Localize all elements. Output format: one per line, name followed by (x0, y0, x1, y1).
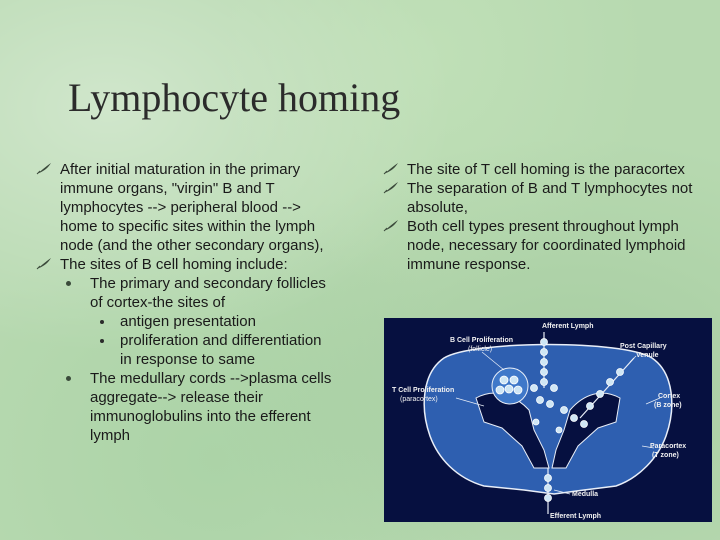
left-bullet-2-text: The sites of B cell homing include: (60, 256, 288, 273)
cortex-label-2: (B zone) (654, 402, 682, 409)
left-sub-bullet-1-text: The primary and secondary follicles of cortex-the sites of (90, 275, 326, 311)
quill-bullet-icon (383, 162, 399, 176)
medulla-label: Medulla (572, 491, 599, 498)
quill-bullet-icon (383, 181, 399, 195)
paracortex-label-1: Paracortex (650, 443, 687, 450)
lymph-node-svg (384, 318, 712, 522)
bcell-label-1: B Cell Proliferation (450, 337, 514, 344)
right-bullet-1-text: The site of T cell homing is the paracortex (407, 161, 685, 178)
tcell-label-2: (paracortex) (400, 396, 438, 403)
dot-bullet-icon (100, 320, 104, 324)
left-column (36, 160, 336, 445)
left-subsub-bullet-2-text: proliferation and differentiation in response to same (120, 332, 322, 368)
dot-bullet-icon (100, 339, 104, 343)
paracortex-label-2: (T zone) (652, 452, 679, 459)
tcell-label-1: T Cell Proliferation (392, 387, 455, 394)
quill-bullet-icon (36, 162, 52, 176)
cortex-label-1: Cortex (658, 393, 681, 400)
left-sub-bullet-2 (36, 369, 336, 445)
postcap-label-1: Post Capillary (620, 343, 667, 350)
quill-bullet-icon (36, 257, 52, 271)
postcap-label-2: Venule (636, 352, 659, 359)
quill-bullet-icon (383, 219, 399, 233)
left-subsub-bullet-2 (36, 331, 336, 369)
right-column (383, 160, 703, 274)
right-bullet-3 (383, 217, 703, 274)
slide-title: Lymphocyte homing (68, 75, 401, 120)
right-bullet-1 (383, 160, 703, 179)
left-bullet-2 (36, 255, 336, 274)
left-subsub-bullet-1 (36, 312, 336, 331)
bcell-label-2: (follicle) (468, 346, 493, 353)
lymph-node-diagram (384, 318, 712, 522)
right-bullet-2 (383, 179, 703, 217)
left-subsub-bullet-1-text: antigen presentation (120, 313, 256, 330)
left-sub-bullet-1 (36, 274, 336, 312)
left-bullet-1 (36, 160, 336, 255)
right-bullet-2-text: The separation of B and T lymphocytes not absolute, (407, 180, 693, 216)
afferent-lymph-label: Afferent Lymph (542, 323, 594, 330)
efferent-lymph-label: Efferent Lymph (550, 513, 602, 520)
right-bullet-3-text: Both cell types present throughout lymph node, necessary for coordinated lymphoid immune response. (407, 218, 686, 273)
dot-bullet-icon (66, 376, 71, 381)
left-bullet-1-text: After initial maturation in the primary immune organs, "virgin" B and T lymphocytes --> peripheral blood --> home to specific sites within the lymph node (and the other secondary organs), (60, 161, 324, 254)
left-sub-bullet-2-text: The medullary cords -->plasma cells aggregate--> release their immunoglobulins into the efferent lymph (90, 370, 332, 444)
dot-bullet-icon (66, 281, 71, 286)
